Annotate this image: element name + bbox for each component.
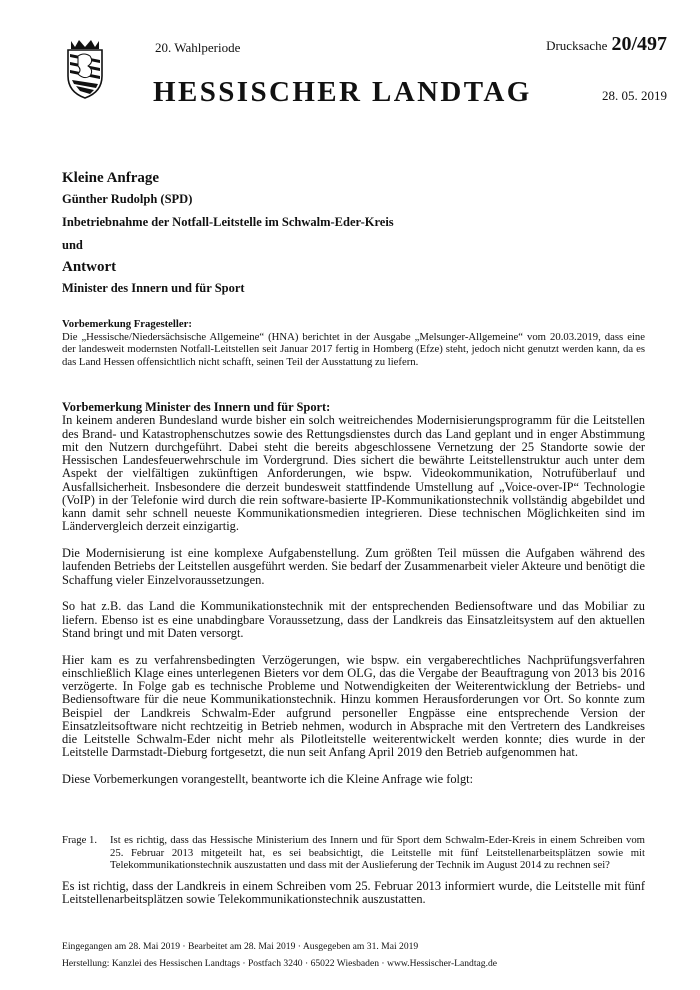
minister-paragraph: Diese Vorbemerkungen vorangestellt, beantworte ich die Kleine Anfrage wie folgt: [62,772,474,786]
vorbemerkung-fragesteller-label: Vorbemerkung Fragesteller: [62,318,192,330]
footer-dates: Eingegangen am 28. Mai 2019 · Bearbeitet am 28. Mai 2019 · Ausgegeben am 31. Mai 2019 [62,941,419,952]
vorbemerkung-fragesteller-text: Die „Hessische/Niedersächsische Allgemeine“ (HNA) berichtet in der Ausgabe „Melsunger-Allgemeine“ vom 20.03.2019, dass eine der landesweit modernsten Notfall-Leitstellen seit Januar 2017 fertig in Homberg (Efze) steht, jedoch nicht genutzt werden kann, da es das Land Hessen offensichtlich nicht schafft, seinen Teil der Ausstattung zu liefern. [62,330,645,368]
antwort-1: Es ist richtig, dass der Landkreis in einem Schreiben vom 25. Februar 2013 informiert wurde, die Leitstelle mit fünf Leitstellenarbeitsplätzen sowie Telekommunikationstechnik auszustatten. [62,879,645,907]
hessen-coat-of-arms-icon [64,38,106,100]
vorbemerkung-minister [62,401,645,786]
vorbemerkung-fragesteller [62,318,645,368]
footer-imprint: Herstellung: Kanzlei des Hessischen Landtags · Postfach 3240 · 65022 Wiesbaden · www.Hessischer-Landtag.de [62,958,498,969]
heading-minister: Minister des Innern und für Sport [62,281,245,295]
frage-1-text: Ist es richtig, dass das Hessische Ministerium des Innern und für Sport dem Schwalm-Eder-Kreis in einem Schreiben vom 25. Februar 2013 mitgeteilt hat, es sei beabsichtigt, die Leitstelle mit fünf Leitstellenarbeitsplätzen sowie mit Telekommunikationstechnik auszustatten und dass mit der Auslieferung der Technik im August 2014 zu rechnen sei? [110,834,645,872]
heading-type: Kleine Anfrage [62,170,160,186]
minister-paragraph: Hier kam es zu verfahrensbedingten Verzögerungen, wie bspw. ein vergaberechtliches Nachprüfungsverfahren einschließlich Klage eines unterlegenen Bieters vor dem OLG, das die Vergabe der Beauftragung von 2013 bis 2016 verzögerte. In Folge gab es technische Probleme und Notwendigkeiten der Weiterentwicklung der Betriebs- und Bediensoftware für die neue Kommunikationstechnik. Hinzu kommen Herausforderungen vor Ort. So konnte zum Beispiel der Landkreis Schwalm-Eder aufgrund personeller Engpässe eine entsprechende Version der Einsatzleitsoftware nicht rechtzeitig in Betrieb nehmen, wodurch in Absprache mit den Vertretern des Landkreises die Leitstelle Schwalm-Eder nicht mehr als Pilotleitstelle weiterentwickelt werden konnte; dies wurde in der Leitstelle Darmstadt-Dieburg fortgesetzt, die nun seit Anfang April 2019 den Betrieb aufgenommen hat. [62,652,645,760]
heading-answer: Antwort [62,259,117,275]
frage-1 [62,834,645,872]
heading-author: Günther Rudolph (SPD) [62,192,193,206]
vorbemerkung-minister-label: Vorbemerkung Minister des Innern und für Sport: [62,400,331,414]
heading-and: und [62,238,83,252]
frage-1-label: Frage 1. [62,834,98,846]
document-heading [62,168,642,300]
minister-paragraph: Die Modernisierung ist eine komplexe Aufgabenstellung. Zum größten Teil müssen die Aufgaben während des laufenden Betriebs der Leitstellen ausgeführt werden. Sie bedarf der Zusammenarbeit vieler Akteure und benötigt die Schaffung vieler Einzelvoraussetzungen. [62,546,645,587]
wahlperiode: 20. Wahlperiode [155,40,241,55]
document-date: 28. 05. 2019 [602,88,667,103]
page-title: HESSISCHER LANDTAG [153,76,532,108]
minister-paragraph: So hat z.B. das Land die Kommunikationstechnik mit der entsprechenden Bediensoftware und das Mobiliar zu liefern. Ebenso ist es eine unabdingbare Voraussetzung, dass der Landkreis das Einsatzleitsystem auf den aktuellen Stand bringt und mit Daten versorgt. [62,599,645,640]
footer [62,938,682,972]
drucksache-label: Drucksache [546,38,608,53]
minister-paragraph: In keinem anderen Bundesland wurde bisher ein solch weitreichendes Modernisierungsprogramm für die Leitstellen des Brand- und Katastrophenschutzes sowie des Rettungsdienstes durch das Land geplant und in enger Abstimmung mit den Nutzern durchgeführt. Dabei steht die bereits abgeschlossene Vernetzung der 25 Standorte sowie der Hessischen Landesfeuerwehrschule im Vordergrund. Dies sichert die bewährte Leitstellenstruktur auch unter dem Aspekt der vielfältigen zukünftigen Anforderungen, wie bspw. Videokommunikation, Notrufüberlauf und Ausfallsicherheit. Insbesondere die derzeit bundesweit stattfindende Umstellung auf „Voice-over-IP“ Technologie (VoIP) in der Telefonie wird durch die rein software-basierte IP-Kommunikationstechnik vollständig abgebildet und kann damit sehr schnell neueste Kommunikationsmedien integrieren. Diese technischen Möglichkeiten sind im Ländervergleich derzeit einzigartig. [62,413,645,534]
drucksache-number: 20/497 [611,33,667,55]
heading-subject: Inbetriebnahme der Notfall-Leitstelle im Schwalm-Eder-Kreis [62,215,394,229]
drucksache [546,33,667,56]
